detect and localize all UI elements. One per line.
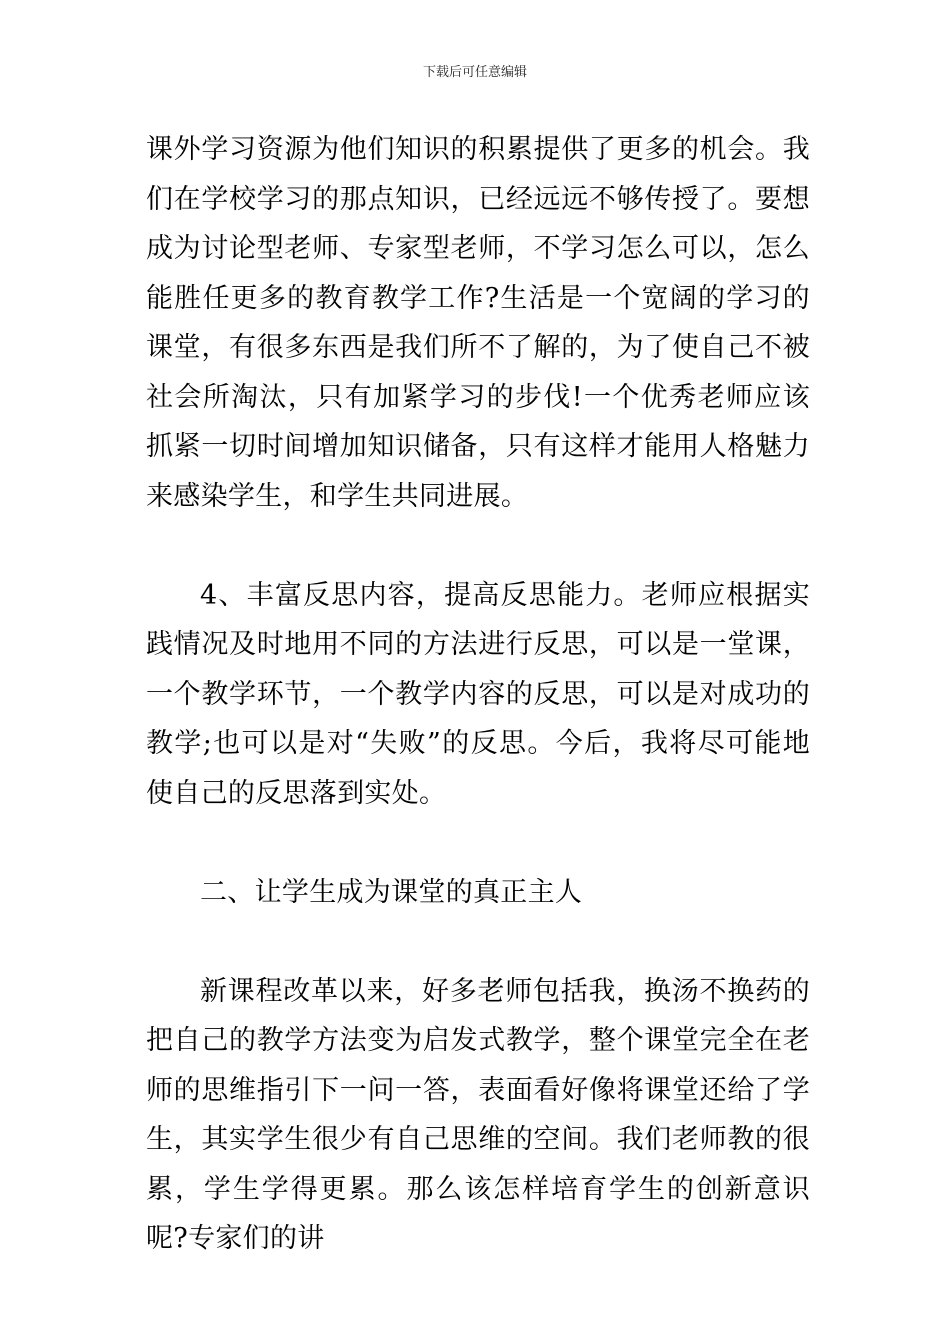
paragraph-gap	[146, 917, 810, 967]
paragraph-gap	[146, 818, 810, 868]
page-header-note: 下载后可任意编辑	[422, 65, 527, 80]
paragraph-continuation: 课外学习资源为他们知识的积累提供了更多的机会。我们在学校学习的那点知识，已经远远不够传授了。要想成为讨论型老师、专家型老师，不学习怎么可以，怎么能胜任更多的教育教学工作?生活是一个宽阔的学习的课堂，有很多东西是我们所不了解的，为了使自己不被社会所淘汰，只有加紧学习的步伐!一个优秀老师应该抓紧一切时间增加知识储备，只有这样才能用人格魅力来感染学生，和学生共同进展。	[146, 134, 810, 512]
paragraph-new-curriculum: 新课程改革以来，好多老师包括我，换汤不换药的把自己的教学方法变为启发式教学，整个课堂完全在老师的思维指引下一问一答，表面看好像将课堂还给了学生，其实学生很少有自己思维的空间。我们老师教的很累，学生学得更累。那么该怎样培育学生的创新意识呢?专家们的讲	[146, 975, 810, 1254]
document-body	[146, 125, 810, 1264]
paragraph-gap	[146, 521, 810, 571]
section-heading: 二、让学生成为课堂的真正主人	[200, 876, 583, 908]
paragraph-item-4: 4、丰富反思内容，提高反思能力。老师应根据实践情况及时地用不同的方法进行反思，可以是一堂课，一个教学环节，一个教学内容的反思，可以是对成功的教学;也可以是对“失败”的反思。今后，我将尽可能地使自己的反思落到实处。	[146, 579, 810, 809]
